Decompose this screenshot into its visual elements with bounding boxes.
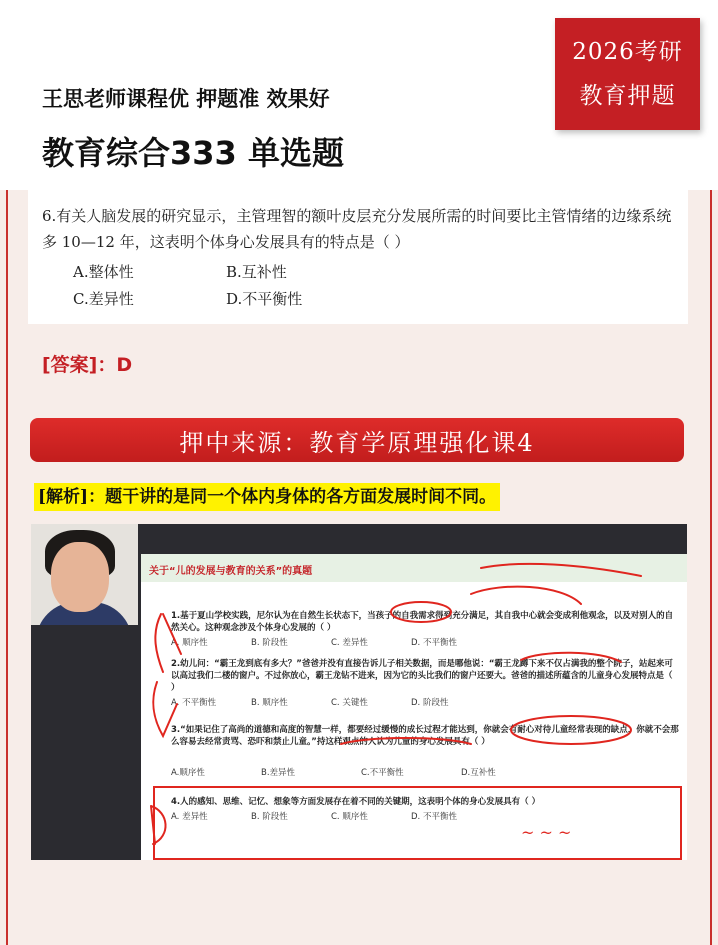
lecture-slide	[141, 554, 687, 860]
analysis: [解析]：题干讲的是同一个体内身体的各方面发展时间不同。	[34, 483, 500, 511]
question-text: 6.有关人脑发展的研究显示，主管理智的额叶皮层充分发展所需的时间要比主管情绪的边缘系统多 10—12 年，这表明个体身心发展具有的特点是（ ）	[42, 207, 672, 251]
teacher-face	[51, 542, 109, 612]
exam-badge	[555, 18, 700, 130]
slide-q3-option-a: A.顺序性	[171, 768, 205, 778]
slide-q3-option-b: B.差异性	[261, 768, 296, 778]
slide-question-3: 3.“如果记住了高尚的道德和高度的智慧一样，都要经过缓慢的成长过程才能达到，你就会有耐心对待儿童经常表现的缺点，你就不会那么容易去经常责骂、恐吓和禁止儿童。”持这样观点的人认为儿童的身心发展具有（ ）	[171, 725, 679, 747]
slide-question-1: 1.基于夏山学校实践，尼尔认为在自然生长状态下，当孩子的自我需求得到充分满足，其自我中心就会变成利他观念，以及对别人的自然关心。这种观念涉及个体身心发展的（ ）	[171, 611, 674, 633]
slide-q2-option-d: D. 阶段性	[411, 698, 449, 708]
slide-q1-option-d: D. 不平衡性	[411, 638, 457, 648]
slide-q2-option-b: B. 顺序性	[251, 698, 288, 708]
slide-question-2: 2.幼儿问：“霸王龙到底有多大？”爸爸并没有直接告诉儿子相关数据，而是哪他说：“霸王龙蹲下来不仅占满我的整个院子，站起来可以高过我们二楼的窗户。不过你放心，霸王龙钻不进来，因为它的头比我们的窗户还要大。爸爸的描述所蕴含的儿童身心发展特点是（ ）	[171, 659, 673, 693]
slide-question-4: 4.人的感知、思维、记忆、想象等方面发展存在着不同的关键期，这表明个体的身心发展具有（ ）	[171, 797, 541, 807]
option-a: A.整体性	[73, 263, 134, 281]
handwriting-annotations	[141, 554, 687, 860]
slide-q2-option-a: A. 不平衡性	[171, 698, 217, 708]
source-banner: 押中来源：教育学原理强化课4	[30, 418, 684, 462]
slide-q4-option-c: C. 顺序性	[331, 812, 368, 822]
slide-q4-option-a: A. 差异性	[171, 812, 208, 822]
option-b: B.互补性	[226, 263, 287, 281]
answer: [答案]：D	[42, 354, 133, 376]
slide-q3-option-d: D.互补性	[461, 768, 496, 778]
lecture-video	[31, 524, 687, 860]
slide-q3-option-c: C.不平衡性	[361, 768, 404, 778]
slide-q1-option-c: C. 差异性	[331, 638, 368, 648]
option-d: D.不平衡性	[226, 290, 303, 308]
slide-title: 关于“儿的发展与教育的关系”的真题	[149, 566, 313, 577]
slide-q1-option-a: A. 顺序性	[171, 638, 208, 648]
slide-q4-option-b: B. 阶段性	[251, 812, 288, 822]
slide-q2-option-c: C. 关键性	[331, 698, 368, 708]
badge-line-2: 教育押题	[579, 83, 676, 109]
badge-line-1: 2026考研	[572, 39, 683, 65]
slogan: 王思老师课程优 押题准 效果好	[42, 87, 330, 111]
page-title: 教育综合333 单选题	[42, 134, 344, 172]
slide-q4-option-d: D. 不平衡性	[411, 812, 457, 822]
option-c: C.差异性	[73, 290, 134, 308]
teacher-webcam	[31, 524, 138, 625]
slide-q1-option-b: B. 阶段性	[251, 638, 288, 648]
svg-text:~ ~ ~: ~ ~ ~	[521, 823, 572, 842]
